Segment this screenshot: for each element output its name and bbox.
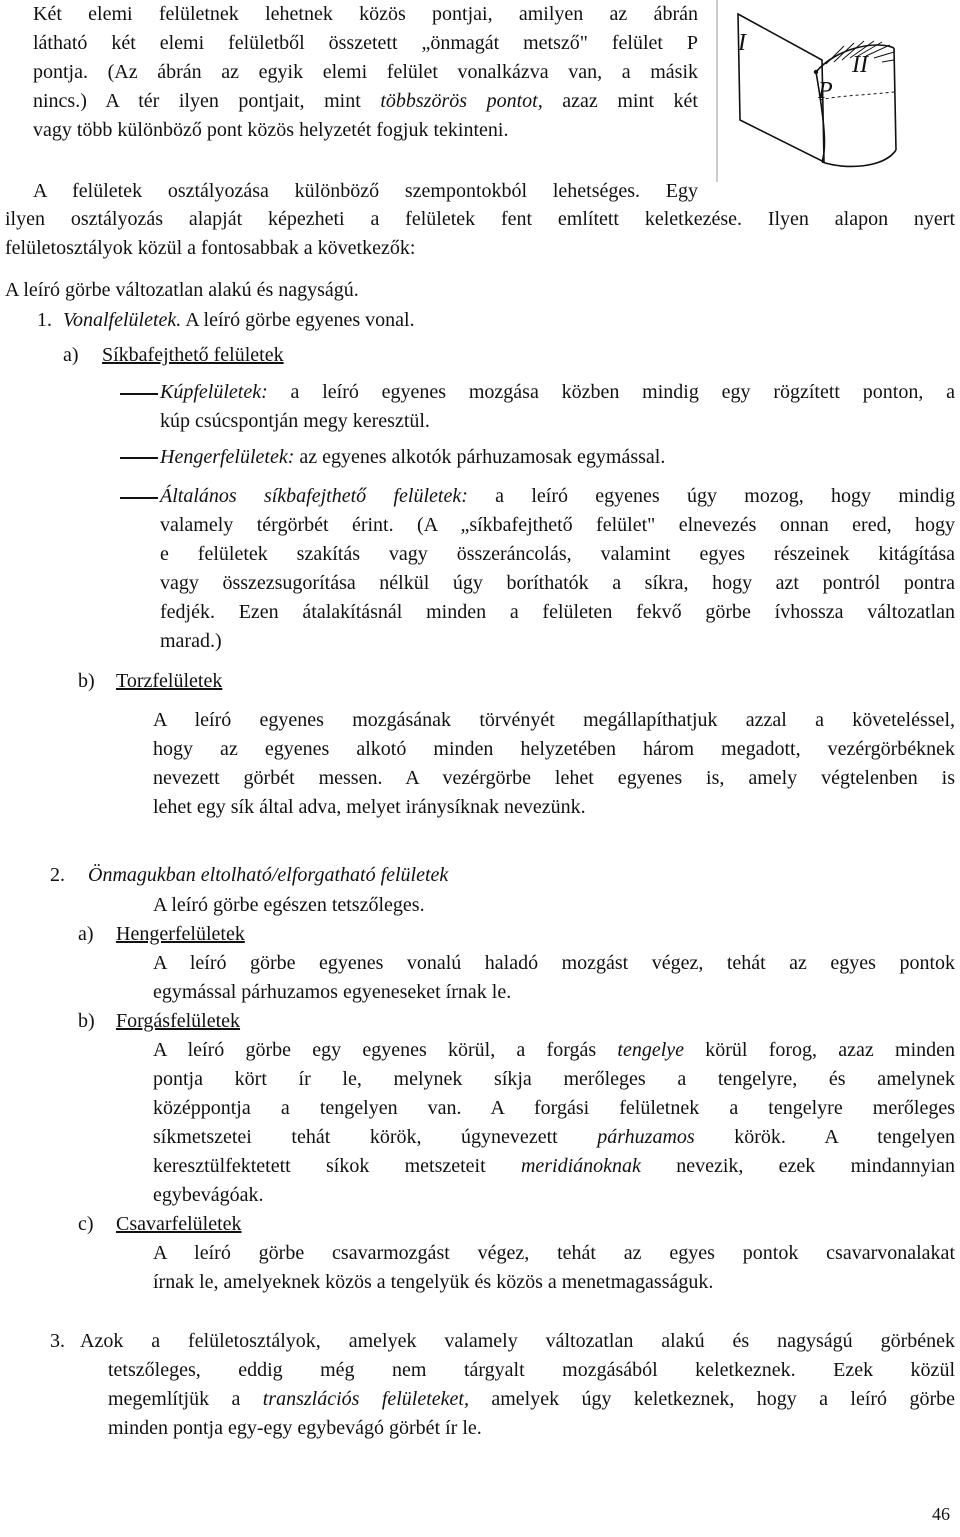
alt-line-2: valamely térgörbét érint. (A „síkbafejthető felület" elnevezés onnan ered, hogy (160, 514, 955, 536)
section3-number: 3. (50, 1330, 65, 1352)
text-run: körül forog, azaz minden (684, 1039, 955, 1061)
torz-line-2: hogy az egyenes alkotó minden helyzetében három megadott, vezérgörbéknek (153, 738, 955, 760)
forgas-line-1 (153, 1036, 955, 1065)
alt-line-3: e felületek szakítás vagy összeráncolás, valamint egyes részeinek kitágítása (160, 543, 955, 565)
henger-title: Hengerfelületek: (160, 446, 295, 468)
section3-line-3 (108, 1385, 955, 1414)
text-run: körök. A tengelyen (694, 1126, 956, 1148)
alt-line-1 (160, 482, 955, 511)
text-run: nincs.) A tér ilyen pontjait, mint (33, 90, 381, 112)
alt-title: Általános síkbafejthető felületek: (160, 485, 468, 507)
alt-line-4: vagy összezsugorítása nélkül úgy boríthatók a síkra, hogy azt pontról pontra (160, 572, 955, 594)
section2-number: 2. (50, 864, 65, 886)
intro-line-5: vagy több különböző pont közös helyzetét fogjuk tekinteni. (33, 119, 509, 141)
text-run: megemlítjük a (108, 1388, 263, 1410)
torz-line-1: A leíró egyenes mozgásának törvényét megállapíthatjuk azzal a követeléssel, (153, 709, 955, 731)
henger-line (160, 443, 665, 472)
page-number: 46 (932, 1504, 950, 1524)
text-run: síkmetszetei tehát körök, úgynevezett (153, 1126, 598, 1148)
section3-line-1: Azok a felületosztályok, amelyek valamely változatlan alakú és nagyságú görbének (80, 1330, 955, 1352)
section2-c-title: Csavarfelületek (116, 1213, 242, 1235)
forgas-line-2: pontja kört ír le, melynek síkja merőleges a tengelyre, és amelynek (153, 1068, 955, 1090)
section1-title: Vonalfelületek. (63, 309, 182, 331)
classification-line-3: felületosztályok közül a fontosabbak a következők: (5, 237, 416, 259)
intro-line-1: Két elemi felületnek lehetnek közös pontjai, amilyen az ábrán (33, 3, 698, 25)
emphasis-text: meridiánoknak (520, 1155, 641, 1177)
section3-line-4: minden pontja egy-egy egybevágó görbét ír le. (108, 1417, 482, 1439)
classification-line-4: A leíró görbe változatlan alakú és nagyságú. (5, 279, 359, 301)
text-run: azaz mint két (542, 90, 698, 112)
henger2-line-1: A leíró görbe egyenes vonalú haladó mozgást végez, tehát az egyes pontok (153, 952, 955, 974)
henger2-line-2: egymással párhuzamos egyeneseket írnak le. (153, 981, 512, 1003)
kup-title: Kúpfelületek: (160, 381, 268, 403)
alt-line-6: marad.) (160, 630, 222, 652)
section1-desc: A leíró görbe egyenes vonal. (181, 309, 415, 331)
emphasis-text: tengelye (617, 1039, 685, 1061)
text-run: nevezik, ezek mindannyian (640, 1155, 955, 1177)
section1-number: 1. (37, 309, 52, 331)
figure-label-p: P (818, 78, 833, 104)
section1-b-marker: b) (78, 670, 95, 692)
figure-label-ii: II (852, 52, 868, 78)
torz-line-4: lehet egy sík által adva, melyet iránysíknak nevezünk. (153, 796, 586, 818)
kup-line-1 (160, 378, 955, 407)
section1-b-title: Torzfelületek (116, 670, 223, 692)
forgas-line-6: egybevágóak. (153, 1184, 264, 1206)
emphasis-text: transzlációs felületeket, (262, 1388, 469, 1410)
intro-line-3: pontja. (Az ábrán az egyik elemi felület vonalkázva van, a másik (33, 61, 698, 83)
forgas-line-5 (153, 1152, 955, 1181)
section2-desc: A leíró görbe egészen tetszőleges. (153, 894, 425, 916)
section1-heading (63, 306, 415, 335)
emphasis-text: többszörös pontot, (380, 90, 543, 112)
list-dash (120, 497, 158, 499)
text-run: a leíró egyenes úgy mozog, hogy mindig (467, 485, 955, 507)
forgas-line-3: középpontja a tengelyen van. A forgási felületnek a tengelyre merőleges (153, 1097, 955, 1119)
section2-b-marker: b) (78, 1010, 95, 1032)
kup-line-2: kúp csúcspontján megy keresztül. (160, 410, 430, 432)
surface-figure (716, 0, 914, 184)
torz-line-3: nevezett görbét messen. A vezérgörbe lehet egyenes is, amely végtelenben is (153, 767, 955, 789)
section2-a-title: Hengerfelületek (116, 923, 245, 945)
classification-line-2: ilyen osztályozás alapját képezheti a felületek fent említett keletkezése. Ilyen alapon nyert (5, 208, 955, 230)
intro-line-4 (33, 87, 698, 116)
csavar-line-1: A leíró görbe csavarmozgást végez, tehát az egyes pontok csavarvonalakat (153, 1242, 955, 1264)
text-run: amelyek úgy keletkeznek, hogy a leíró görbe (468, 1388, 955, 1410)
section1-a-marker: a) (63, 344, 79, 366)
section2-c-marker: c) (78, 1213, 94, 1235)
emphasis-text: párhuzamos (597, 1126, 695, 1148)
section2-a-marker: a) (78, 923, 94, 945)
list-dash (120, 457, 158, 459)
figure-label-i: I (738, 30, 746, 56)
section2-title: Önmagukban eltolható/elforgatható felületek (88, 864, 449, 886)
intro-line-2: látható két elemi felületből összetett „önmagát metsző" felület P (33, 32, 698, 54)
section1-a-title: Síkbafejthető felületek (102, 344, 284, 366)
section2-b-title: Forgásfelületek (116, 1010, 241, 1032)
text-run: A leíró görbe egy egyenes körül, a forgás (153, 1039, 618, 1061)
alt-line-5: fedjék. Ezen átalakításnál minden a felületen fekvő görbe ívhossza változatlan (160, 601, 955, 623)
section3-line-2: tetszőleges, eddig még nem tárgyalt mozgásából keletkeznek. Ezek közül (108, 1359, 955, 1381)
forgas-line-4 (153, 1123, 955, 1152)
list-dash (120, 393, 158, 395)
classification-line-1: A felületek osztályozása különböző szempontokból lehetséges. Egy (33, 180, 698, 202)
csavar-line-2: írnak le, amelyeknek közös a tengelyük és közös a menetmagasságuk. (153, 1271, 714, 1293)
text-run: keresztülfektetett síkok metszeteit (153, 1155, 521, 1177)
text-run: a leíró egyenes mozgása közben mindig egy rögzített ponton, a (267, 381, 955, 403)
text-run: az egyenes alkotók párhuzamosak egymással. (294, 446, 666, 468)
